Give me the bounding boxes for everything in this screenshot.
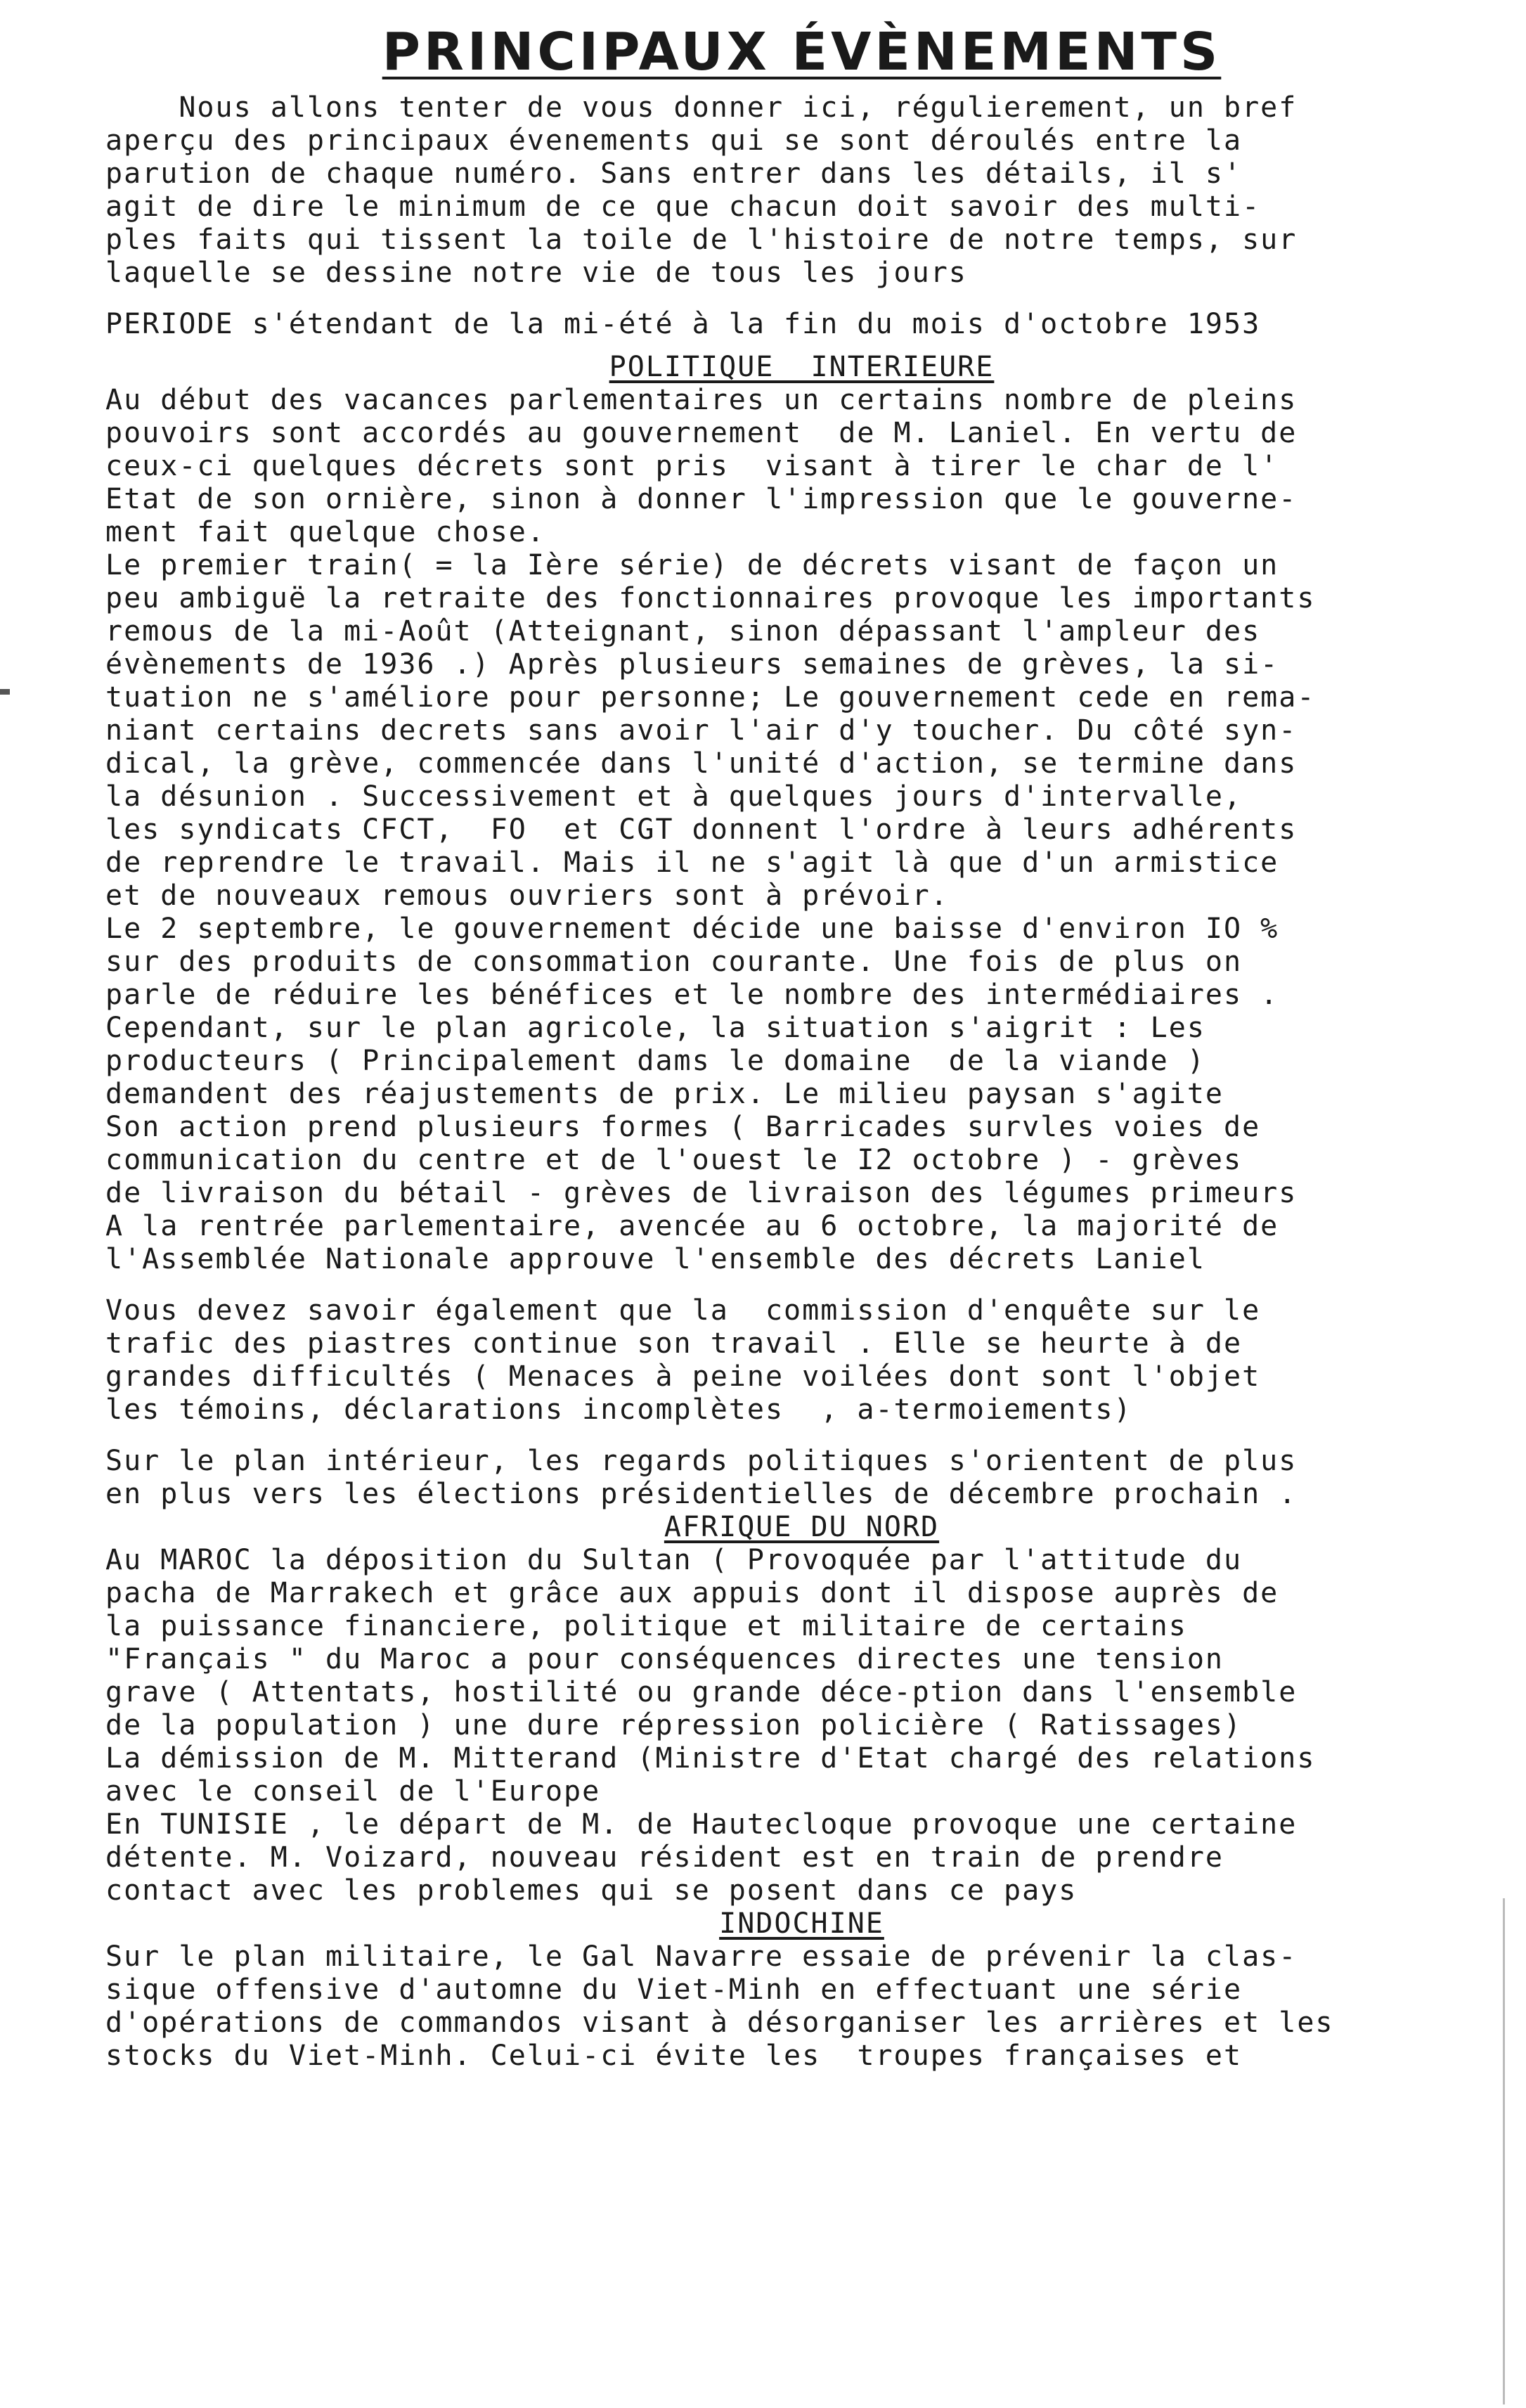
intro-paragraph: Nous allons tenter de vous donner ici, régulierement, un bref aperçu des principaux évenements qui se sont déroulés entre la parution de chaque numéro. Sans entrer dans les détails, il s' agit de dire le minimum de ce que chacun doit savoir des multi- ples faits qui tissent la toile de l'histoire de notre temps, sur laquelle se dessine notre vie de tous les jours (105, 91, 1298, 289)
indochine-paragraph-1: Sur le plan militaire, le Gal Navarre essaie de prévenir la clas- sique offensive d'automne du Viet-Minh en effectuant une série d'opérations de commandos visant à désorganiser les arrières et les stocks du Viet-Minh. Celui-ci évite les troupes françaises et (105, 1940, 1334, 2072)
section-heading-indochine: INDOCHINE (719, 1907, 884, 1940)
period-line: PERIODE s'étendant de la mi-été à la fin du mois d'octobre 1953 (105, 308, 1261, 340)
scan-edge-mark (0, 689, 10, 695)
politique-paragraph-3: Sur le plan intérieur, les regards politiques s'orientent de plus en plus vers les élections présidentielles de décembre prochain . (105, 1445, 1298, 1510)
politique-paragraph-2: Vous devez savoir également que la commission d'enquête sur le trafic des piastres continue son travail . Elle se heurte à de grandes difficultés ( Menaces à peine voilées dont sont l'objet les témoins, déclarations incomplètes , a-termoiements) (105, 1294, 1261, 1426)
scan-fold-shadow (1503, 1898, 1505, 2404)
section-heading-afrique: AFRIQUE DU NORD (664, 1511, 940, 1543)
politique-paragraph-1: Au début des vacances parlementaires un certains nombre de pleins pouvoirs sont accordés au gouvernement de M. Laniel. En vertu de ceux-ci quelques décrets sont pris visant à tirer le char de l' Etat de son ornière, sinon à donner l'impression que le gouverne- ment fait quelque chose. Le premier train( = la Ière série) de décrets visant de façon un peu ambiguë la retraite des fonctionnaires provoque les importants remous de la mi-Août (Atteignant, sinon dépassant l'ampleur des évènements de 1936 .) Après plusieurs semaines de grèves, la si- tuation ne s'améliore pour personne; Le gouvernement cede en rema- niant certains decrets sans avoir l'air d'y toucher. Du côté syn- dical, la grève, commencée dans l'unité d'action, se termine dans la désunion . Successivement et à quelques jours d'intervalle, les syndicats CFCT, FO et CGT donnent l'ordre à leurs adhérents de reprendre le travail. Mais il ne s'agit là que d'un armistice et de nouveaux remous ouvriers sont à prévoir. Le 2 septembre, le gouvernement décide une baisse d'environ IO % sur des produits de consommation courante. Une fois de plus on parle de réduire les bénéfices et le nombre des intermédiaires . Cependant, sur le plan agricole, la situation s'aigrit : Les producteurs ( Principalement dams le domaine de la viande ) demandent des réajustements de prix. Le milieu paysan s'agite Son action prend plusieurs formes ( Barricades survles voies de communication du centre et de l'ouest le I2 octobre ) - grèves de livraison du bétail - grèves de livraison des légumes primeurs A la rentrée parlementaire, avencée au 6 octobre, la majorité de l'Assemblée Nationale approuve l'ensemble des décrets Laniel (105, 384, 1316, 1275)
afrique-paragraph-1: Au MAROC la déposition du Sultan ( Provoquée par l'attitude du pacha de Marrakech et grâce aux appuis dont il dispose auprès de la puissance financiere, politique et militaire de certains "Français " du Maroc a pour conséquences directes une tension grave ( Attentats, hostilité ou grande déce-ption dans l'ensemble de la population ) une dure répression policière ( Ratissages) La démission de M. Mitterand (Ministre d'Etat chargé des relations avec le conseil de l'Europe En TUNISIE , le départ de M. de Hautecloque provoque une certaine détente. M. Voizard, nouveau résident est en train de prendre contact avec les problemes qui se posent dans ce pays (105, 1544, 1316, 1907)
section-heading-politique: POLITIQUE INTERIEURE (609, 351, 995, 383)
page-title: PRINCIPAUX ÉVÈNEMENTS (382, 22, 1222, 82)
